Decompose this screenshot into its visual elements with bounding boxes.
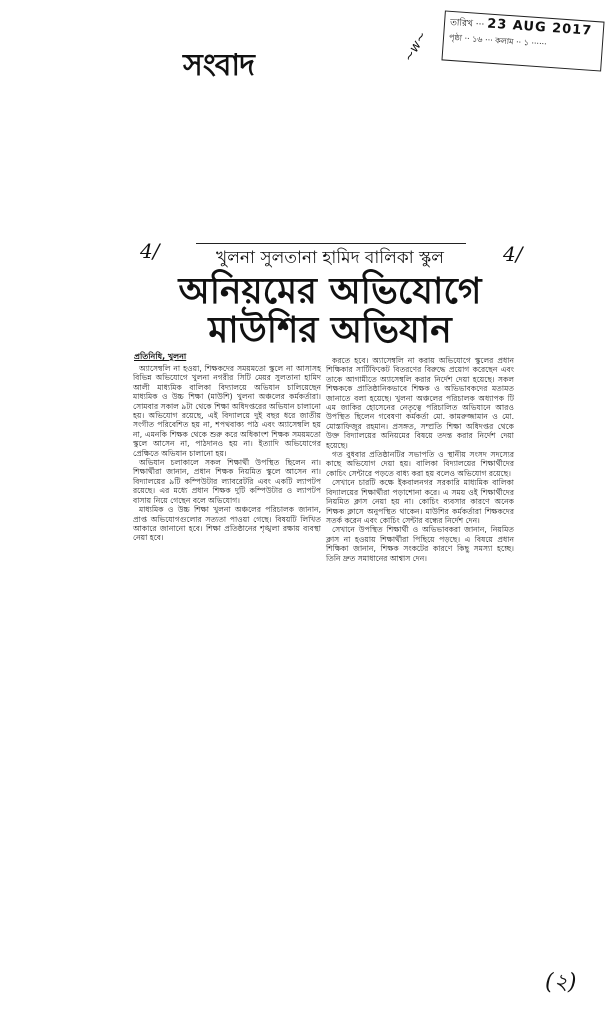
headline-line-2: মাউশির অভিযান: [208, 310, 452, 351]
paragraph: মাধ্যমিক ও উচ্চ শিক্ষা খুলনা অঞ্চলের পরিচালক জানান, প্রাপ্ত অভিযোগগুলোর সত্যতা পাওয়া গেছে। বিষয়টি লিখিত আকারে জানানো হবে। শিক্ষা প্রতিষ্ঠানের শৃঙ্খলা রক্ষায় ব্যবস্থা নেয়া হবে।: [133, 505, 321, 543]
headline-line-1: অনিয়মের অভিযোগে: [178, 271, 482, 312]
paragraph: অ্যাসেম্বলি না হওয়া, শিক্ষকদের সময়মতো স্কুলে না আসাসহ বিভিন্ন অভিযোগে খুলনা নগরীর সিটি মেয়র সুলতানা হামিদ আলী মাধ্যমিক বালিকা বিদ্যালয়ে অভিযান চালিয়েছেন মাধ্যমিক ও উচ্চ শিক্ষা (মাউশি) খুলনা অঞ্চলের কর্মকর্তারা। সোমবার সকাল ৯টা থেকে শিক্ষা অধিদপ্তরের অভিযান চালানো হয়। অভিযোগ রয়েছে, এই বিদ্যালয়ে দুই বছর ধরে জাতীয় সংগীত পরিবেশিত হয় না, শপথবাক্য পাঠ এবং অ্যাসেম্বলি হয় না, এমনকি শিক্ষক থেকে শুরু করে অধিকাংশ শিক্ষক সময়মতো স্কুলে আসেন না, পাঠদানও হয় না। ইত্যাদি অভিযোগের প্রেক্ষিতে অভিযান চালানো হয়।: [133, 364, 321, 458]
article-headline: [130, 272, 530, 350]
handwritten-page-number: (২): [545, 970, 577, 995]
paragraph: করতে হবে। অ্যাসেম্বলি না করায় অভিযোগে স্কুলের প্রধান শিক্ষিকার সার্টিফিকেট বিতরণের বিরুদ্ধে প্রয়োগ করেছেন এবং তাকে আগামীতে অ্যাসেম্বলি করার নির্দেশ দেয়া হয়েছে। সকল শিক্ষককে প্রাতিষ্ঠানিকভাবে শিক্ষক ও অভিভাবকদের মতামত জানাতে বলা হয়েছে। খুলনা অঞ্চলের পরিচালক অধ্যাপক টি এম জাকির হোসেনের নেতৃত্বে পরিচালিত অভিযানে আরও উপস্থিত ছিলেন গবেষণা কর্মকর্তা মো. কামরুজ্জামান ও মো. মোস্তাফিজুর রহমান। প্রসঙ্গত, সম্প্রতি শিক্ষা অধিদপ্তর থেকে উক্ত বিদ্যালয়ের অনিয়মের বিষয়ে তদন্ত করার নির্দেশ দেয়া হয়েছে।: [326, 356, 514, 450]
article-column-right: [326, 356, 514, 563]
stamp-page-label: পৃষ্ঠা: [448, 32, 463, 43]
stamp-page: ১৬: [471, 34, 483, 45]
article-column-left: [133, 364, 321, 543]
paragraph: সেখানে উপস্থিত শিক্ষার্থী ও অভিভাবকরা জানান, নিয়মিত ক্লাস না হওয়ায় শিক্ষার্থীরা পিছিয়ে পড়ছে। এ বিষয়ে প্রধান শিক্ষিকা জানান, শিক্ষক সংকটের কারণে কিছু সমস্যা হচ্ছে। তিনি দ্রুত সমাধানের আশ্বাস দেন।: [326, 525, 514, 563]
handwritten-mark-right: 4/: [503, 242, 523, 266]
paragraph: সেখানে চারটি কক্ষে ইকবালনগর সরকারি মাধ্যমিক বালিকা বিদ্যালয়ের শিক্ষার্থীরা পড়াশোনা করে। এ সময় ওই শিক্ষার্থীদের নিয়মিত ক্লাস নেয়া হয় না। কোচিং ব্যবসার কারণে অনেক শিক্ষক ক্লাসে অনুপস্থিত থাকেন। মাউশির কর্মকর্তারা শিক্ষকদের সতর্ক করেন এবং কোচিং সেন্টার বন্ধের নির্দেশ দেন।: [326, 478, 514, 525]
stamp-date-label: তারিখ: [449, 17, 474, 30]
stamp-column-label: কলাম: [494, 36, 514, 47]
paragraph: অভিযান চলাকালে সকল শিক্ষার্থী উপস্থিত ছিলেন না। শিক্ষার্থীরা জানান, প্রধান শিক্ষক নিয়মিত স্কুলে আসেন না। বিদ্যালয়ের ৯টি কম্পিউটার ল্যাবরেটরি এবং একটি ল্যাপটপ রয়েছে। এর মধ্যে প্রধান শিক্ষক দুটি কম্পিউটার ও ল্যাপটপ বাসায় নিয়ে গেছেন বলে অভিযোগ।: [133, 458, 321, 505]
article-top-rule: [196, 243, 466, 244]
stamp-date: 23 AUG 2017: [486, 16, 593, 39]
article-kicker: খুলনা সুলতানা হামিদ বালিকা স্কুল: [216, 248, 444, 268]
handwritten-mark-left: 4/: [140, 239, 160, 263]
newspaper-masthead: সংবাদ: [183, 48, 254, 83]
stamp-column: ১: [523, 38, 530, 48]
paragraph: গত বুধবার প্রতিষ্ঠানটির সভাপতি ও স্থানীয় সংসদ সদস্যের কাছে অভিযোগ দেয়া হয়। বালিকা বিদ্যালয়ের শিক্ষার্থীদের কোচিং সেন্টারে পড়তে বাধ্য করা হয় বলেও অভিযোগ রয়েছে।: [326, 450, 514, 478]
handwritten-signature: ~w~: [401, 28, 431, 65]
article-byline: প্রতিনিধি, খুলনা: [134, 352, 187, 361]
date-stamp: তারিখ ··· 23 AUG 2017 পৃষ্ঠা ·· ১৬ ··· কলাম ·· ১ ······: [441, 10, 604, 71]
